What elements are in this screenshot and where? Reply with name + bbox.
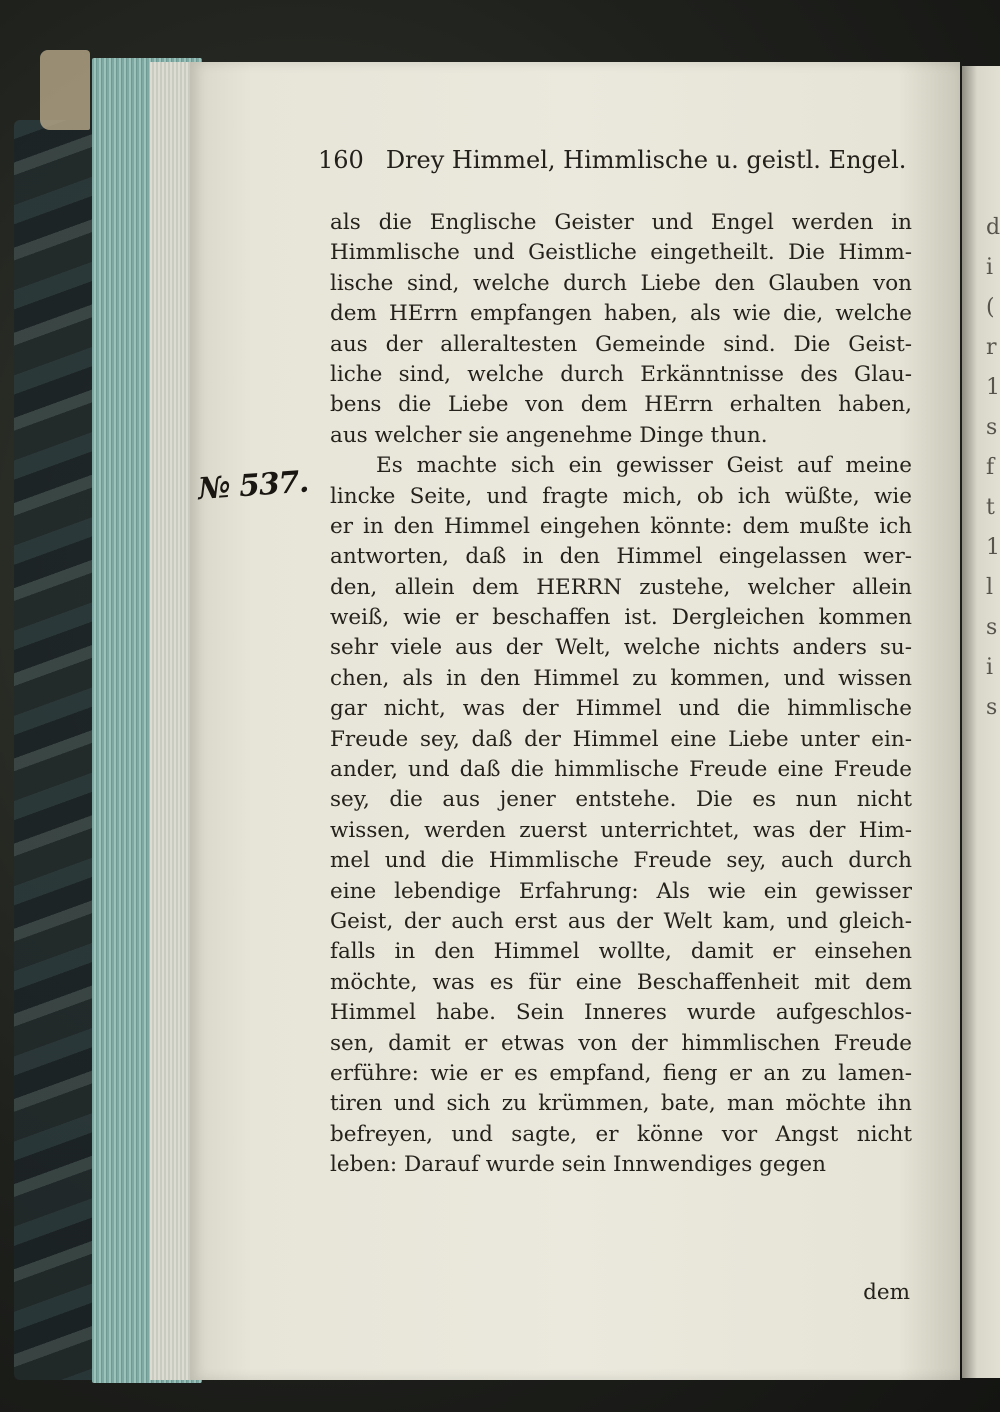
text-line: tiren und sich zu krümmen, bate, man möchte ihn	[330, 1091, 912, 1117]
text-line: liche sind, welche durch Erkänntnisse des Glau-	[330, 361, 912, 387]
facing-page-text-fragments: d i ( r 1 s f t 1 l s i s	[986, 215, 1000, 720]
text-line: Himmlische und Geistliche eingetheilt. Die Himm-	[330, 240, 912, 266]
handwritten-margin-note: № 537.	[196, 464, 310, 508]
text-line: möchte, was es für eine Beschaffenheit mit dem	[330, 969, 912, 995]
text-line: den, allein dem HERRN zustehe, welcher allein	[330, 574, 912, 600]
text-line: aus welcher sie angenehme Dinge thun.	[330, 422, 768, 448]
text-line: Geist, der auch erst aus der Welt kam, und gleich-	[330, 908, 912, 934]
text-line: antworten, daß in den Himmel eingelassen wer-	[330, 544, 912, 570]
text-line: eine lebendige Erfahrung: Als wie ein gewisser	[330, 878, 912, 904]
text-line: lincke Seite, und fragte mich, ob ich wüßte, wie	[330, 483, 912, 509]
text-line: chen, als in den Himmel zu kommen, und wissen	[330, 665, 912, 691]
text-line: dem HErrn empfangen haben, als wie die, welche	[330, 301, 912, 327]
text-line: erführe: wie er es empfand, fieng er an zu lamen-	[330, 1060, 912, 1086]
text-line: aus der alleraltesten Gemeinde sind. Die Geist-	[330, 331, 912, 357]
text-line: sehr viele aus der Welt, welche nichts anders su-	[330, 635, 912, 661]
text-line: als die Englische Geister und Engel werden in	[330, 210, 912, 235]
text-line: ander, und daß die himmlische Freude eine Freude	[330, 757, 912, 783]
text-line: bens die Liebe von dem HErrn erhalten haben,	[330, 392, 912, 418]
text-line: falls in den Himmel wollte, damit er einsehen	[330, 939, 912, 965]
running-title: Drey Himmel, Himmlische u. geistl. Engel.	[385, 146, 907, 174]
text-line: sen, damit er etwas von der himmlischen Freude	[330, 1030, 912, 1056]
text-line: Es machte sich ein gewisser Geist auf meine	[376, 453, 912, 479]
text-line: gar nicht, was der Himmel und die himmlische	[330, 696, 912, 722]
text-line: mel und die Himmlische Freude sey, auch durch	[330, 848, 912, 874]
text-line: sey, die aus jener entstehe. Die es nun nicht	[330, 787, 912, 813]
catchword: dem	[863, 1280, 910, 1305]
marbled-cover-board	[14, 120, 104, 1380]
text-line: Freude sey, daß der Himmel eine Liebe unter ein-	[330, 726, 912, 752]
text-line: Himmel habe. Sein Inneres wurde aufgeschlos-	[330, 1000, 912, 1026]
running-header	[318, 146, 918, 186]
text-line: weiß, wie er beschaffen ist. Dergleichen kommen	[330, 605, 912, 631]
page-number: 160	[318, 146, 364, 174]
text-line: er in den Himmel eingehen könnte: dem mußte ich	[330, 513, 912, 539]
text-line: wissen, werden zuerst unterrichtet, was der Him-	[330, 817, 912, 843]
text-line: lische sind, welche durch Liebe den Glauben von	[330, 270, 912, 296]
text-line: befreyen, und sagte, er könne vor Angst nicht	[330, 1121, 912, 1147]
body-text	[330, 208, 912, 1181]
worn-spine-corner	[40, 50, 90, 130]
text-line: leben: Darauf wurde sein Innwendiges gegen	[330, 1152, 826, 1178]
